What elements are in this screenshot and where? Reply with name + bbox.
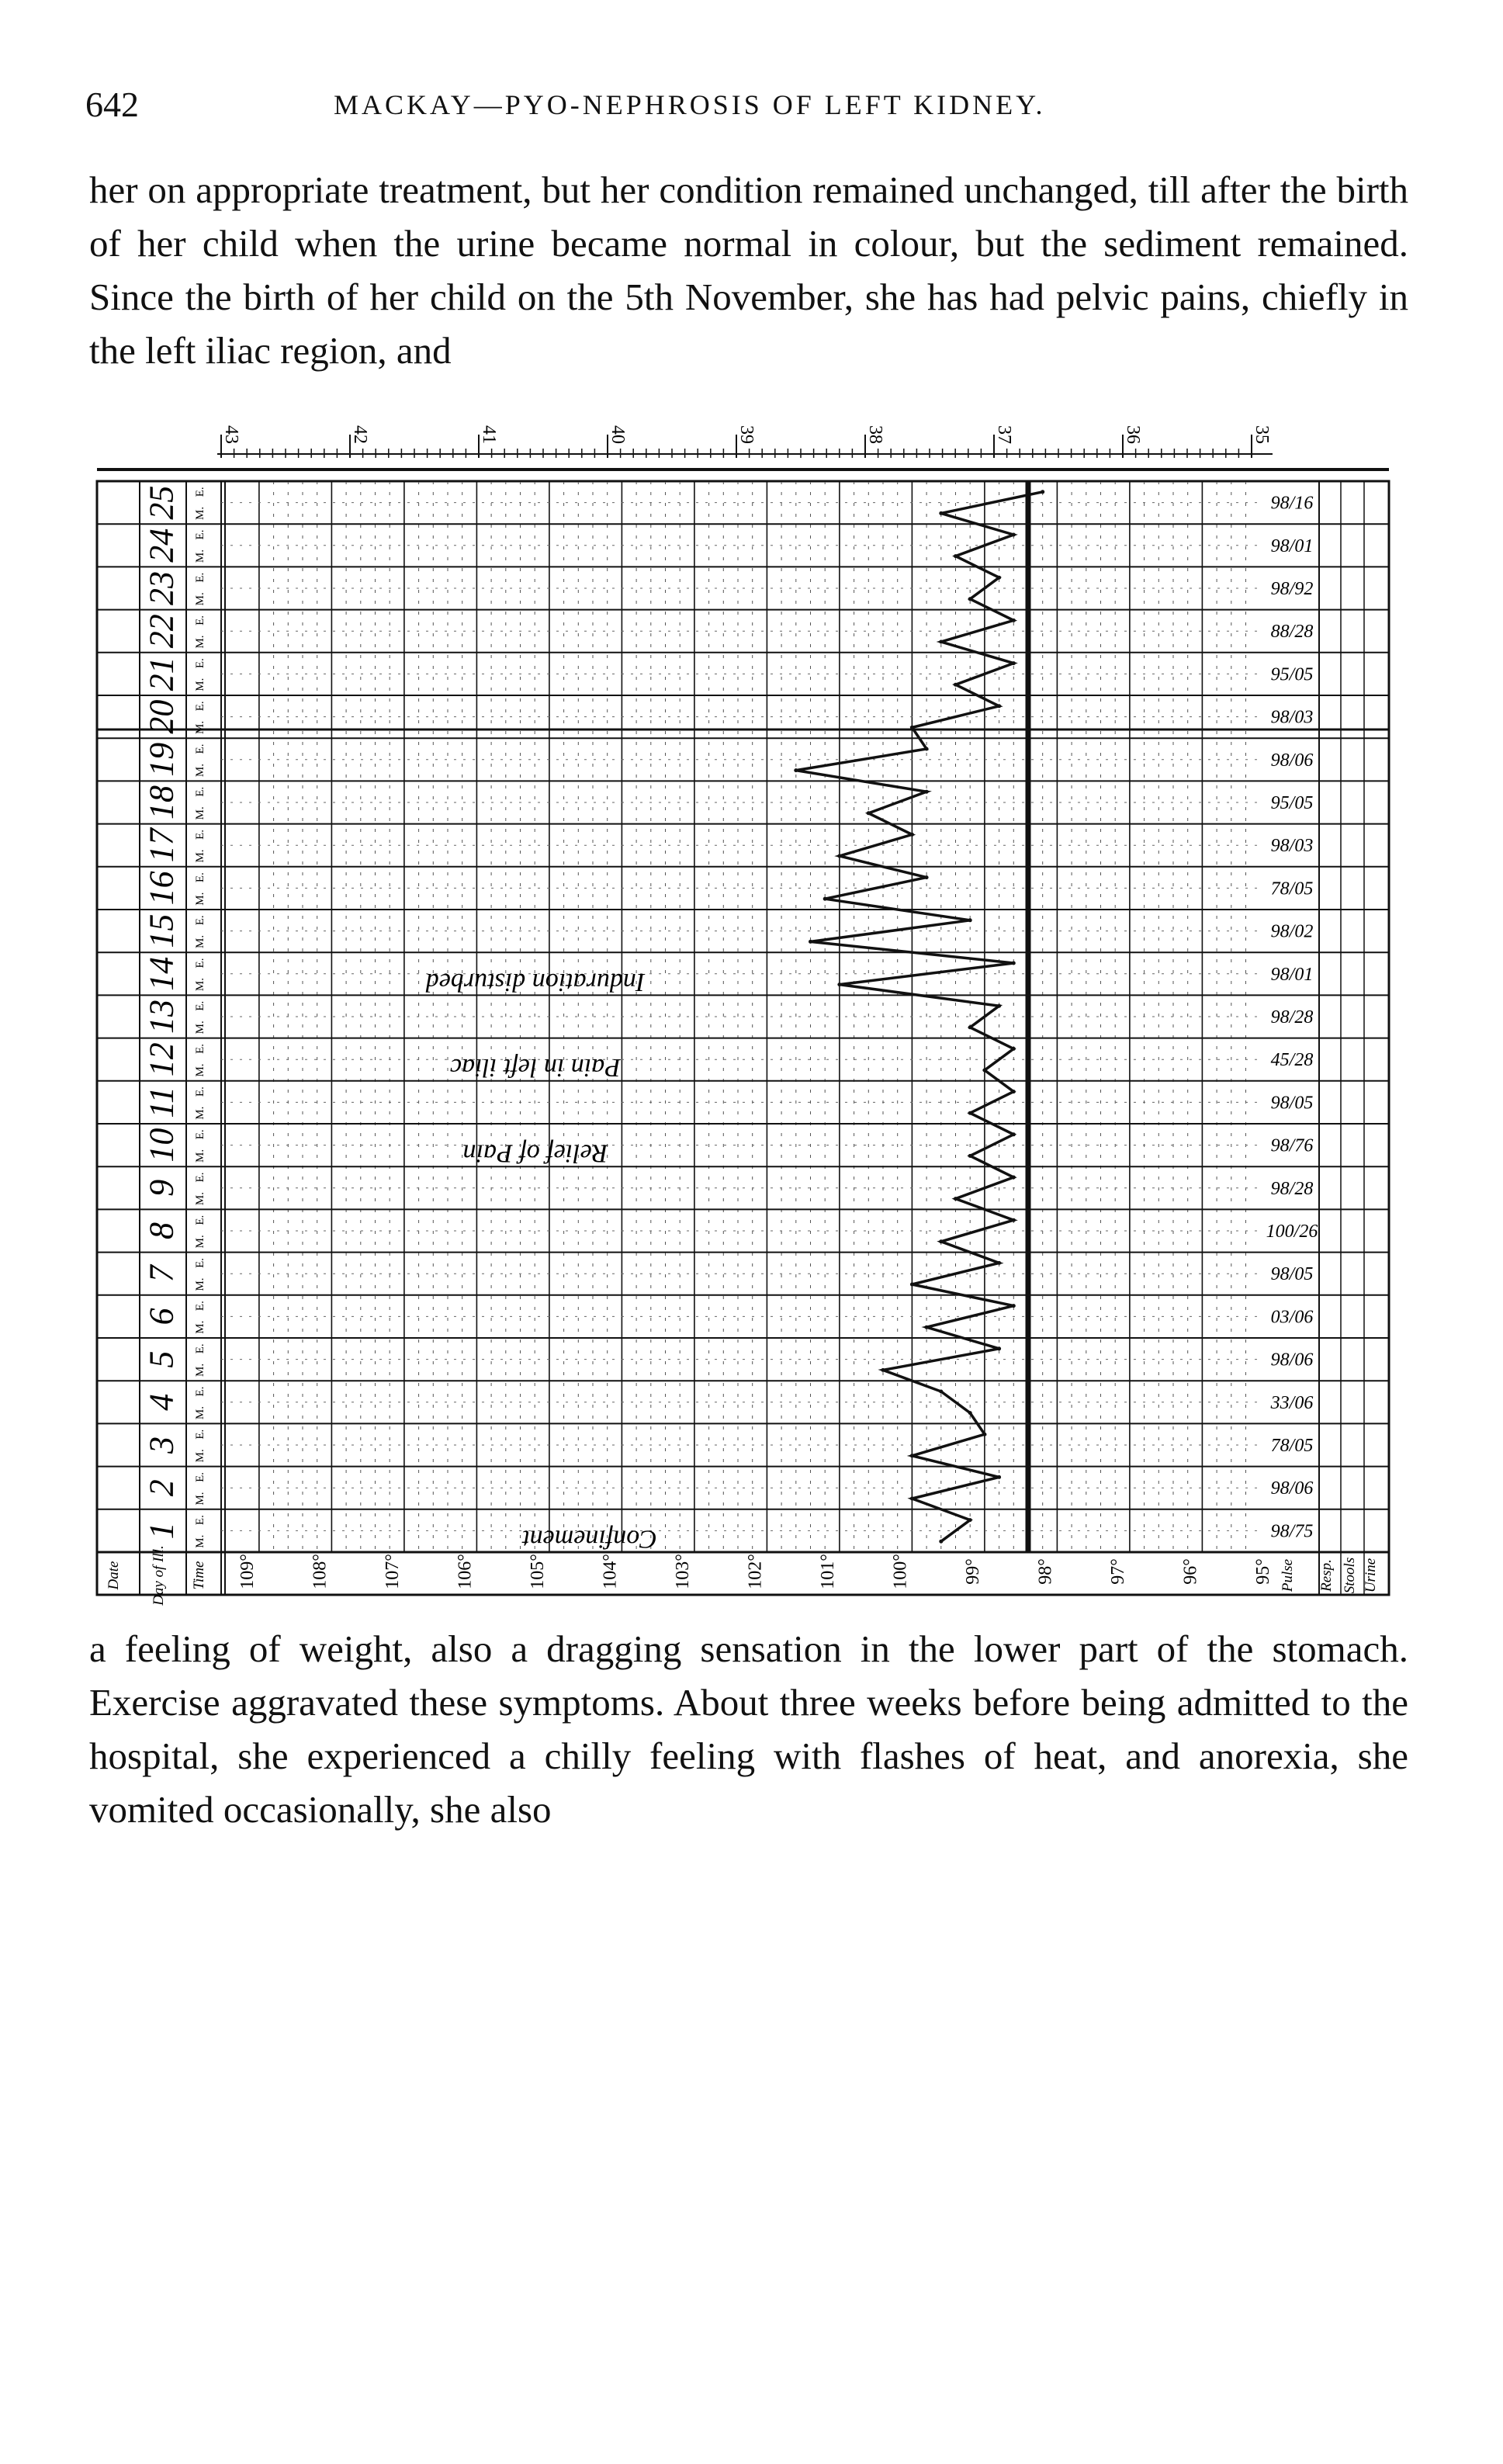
- day-number: 8: [142, 1222, 181, 1239]
- time-label-evening: E.: [194, 1386, 206, 1397]
- fahrenheit-tick-label: 109°: [237, 1554, 258, 1589]
- pulse-resp-value: 98/02: [1270, 921, 1314, 942]
- temperature-point: [939, 1540, 943, 1544]
- day-number: 23: [142, 571, 181, 605]
- celsius-tick-label: 35: [1252, 425, 1272, 444]
- pulse-resp-value: 98/01: [1270, 964, 1314, 985]
- day-number: 24: [142, 528, 181, 563]
- day-number: 25: [142, 485, 181, 520]
- time-label-evening: E.: [194, 1086, 206, 1097]
- day-number: 13: [142, 1000, 181, 1034]
- temperature-point: [881, 1368, 885, 1372]
- time-label-evening: E.: [194, 1000, 206, 1011]
- temperature-point: [939, 640, 943, 644]
- time-label-morning: M.: [194, 1449, 206, 1463]
- time-label-evening: E.: [194, 1129, 206, 1140]
- pulse-resp-value: 98/01: [1270, 535, 1314, 556]
- time-label-morning: M.: [194, 1149, 206, 1163]
- time-label-evening: E.: [194, 658, 206, 669]
- fahrenheit-tick-label: 101°: [817, 1554, 838, 1589]
- fahrenheit-tick-label: 104°: [600, 1554, 621, 1589]
- temperature-point: [968, 1025, 972, 1029]
- pulse-resp-value: 98/76: [1270, 1135, 1314, 1156]
- time-label-evening: E.: [194, 958, 206, 969]
- temperature-point: [910, 726, 914, 729]
- celsius-tick-label: 37: [994, 425, 1014, 444]
- row-label: Stools: [1342, 1557, 1358, 1594]
- pulse-resp-value: 98/16: [1270, 493, 1314, 514]
- fahrenheit-tick-label: 99°: [962, 1558, 983, 1585]
- time-label-morning: M.: [194, 635, 206, 649]
- time-label-evening: E.: [194, 1257, 206, 1268]
- temperature-point: [954, 1197, 958, 1201]
- handwritten-annotation: Induration disturbed: [425, 967, 646, 996]
- celsius-tick-label: 36: [1123, 425, 1143, 444]
- fahrenheit-tick-label: 102°: [745, 1554, 766, 1589]
- row-label: Day of Ill.: [151, 1545, 167, 1606]
- temperature-point: [910, 833, 914, 837]
- temperature-point: [997, 1261, 1001, 1265]
- time-label-morning: M.: [194, 1277, 206, 1291]
- pulse-resp-value: 98/75: [1270, 1521, 1314, 1542]
- pulse-resp-value: 98/92: [1270, 579, 1314, 599]
- day-number: 3: [142, 1436, 181, 1454]
- time-label-morning: M.: [194, 892, 206, 906]
- temperature-point: [1012, 1304, 1016, 1308]
- pulse-resp-value: 78/05: [1270, 1436, 1314, 1456]
- time-label-evening: E.: [194, 1343, 206, 1354]
- temperature-point: [837, 854, 841, 858]
- temperature-point: [954, 683, 958, 687]
- temperature-point: [968, 1518, 972, 1522]
- temperature-point: [997, 704, 1001, 708]
- temperature-point: [1012, 1047, 1016, 1051]
- temperature-point: [997, 1346, 1001, 1350]
- temperature-point: [1012, 619, 1016, 622]
- fahrenheit-tick-label: 105°: [527, 1554, 548, 1589]
- day-number: 19: [142, 742, 181, 777]
- day-number: 6: [142, 1308, 181, 1326]
- temperature-point: [925, 1326, 929, 1329]
- temperature-point: [910, 1283, 914, 1287]
- temperature-point: [968, 918, 972, 922]
- paragraph-top: her on appropriate treatment, but her condition remained unchanged, till after the birth of her child when the urine became normal in colour, but the sediment remained. Since the birth of her child on the 5th November, she has had pelvic pains, chiefly in the left iliac region, and: [89, 168, 1408, 372]
- day-number: 12: [142, 1042, 181, 1077]
- fahrenheit-tick-label: 106°: [455, 1554, 476, 1589]
- time-label-morning: M.: [194, 1363, 206, 1377]
- celsius-tick-label: 40: [608, 425, 628, 444]
- fahrenheit-tick-label: 97°: [1107, 1558, 1128, 1585]
- time-label-evening: E.: [194, 915, 206, 926]
- time-label-morning: M.: [194, 678, 206, 691]
- fahrenheit-tick-label: 95°: [1252, 1558, 1273, 1585]
- celsius-tick-label: 41: [479, 425, 499, 444]
- day-number: 10: [142, 1128, 181, 1163]
- temperature-point: [939, 511, 943, 515]
- temperature-point: [925, 875, 929, 879]
- time-label-evening: E.: [194, 786, 206, 797]
- row-label: Resp.: [1318, 1559, 1335, 1592]
- row-label: Pulse: [1280, 1558, 1296, 1592]
- temperature-point: [997, 576, 1001, 580]
- time-label-morning: M.: [194, 764, 206, 778]
- time-label-morning: M.: [194, 1235, 206, 1249]
- day-number: 20: [142, 699, 181, 734]
- pulse-resp-value: 45/28: [1270, 1050, 1314, 1071]
- day-number: 14: [142, 956, 181, 991]
- time-label-morning: M.: [194, 934, 206, 948]
- celsius-tick-label: 42: [350, 425, 370, 444]
- time-label-morning: M.: [194, 1406, 206, 1420]
- temperature-point: [1012, 962, 1016, 965]
- pulse-resp-value: 98/05: [1270, 1264, 1314, 1285]
- temperature-point: [809, 940, 812, 944]
- time-label-evening: E.: [194, 487, 206, 497]
- temperature-point: [925, 790, 929, 794]
- time-label-morning: M.: [194, 549, 206, 563]
- day-number: 4: [142, 1393, 181, 1411]
- time-label-evening: E.: [194, 1471, 206, 1482]
- handwritten-annotation: Confinement: [522, 1524, 657, 1554]
- fahrenheit-tick-label: 107°: [382, 1554, 403, 1589]
- time-label-morning: M.: [194, 592, 206, 606]
- temperature-point: [968, 1154, 972, 1158]
- temperature-point: [968, 1411, 972, 1415]
- temperature-point: [867, 811, 871, 815]
- pulse-resp-value: 98/28: [1270, 1007, 1314, 1028]
- temperature-point: [1012, 661, 1016, 665]
- row-label: Date: [106, 1561, 122, 1590]
- time-label-evening: E.: [194, 829, 206, 840]
- day-number: 16: [142, 871, 181, 906]
- temperature-point: [1012, 533, 1016, 537]
- time-label-evening: E.: [194, 743, 206, 754]
- time-label-morning: M.: [194, 1492, 206, 1506]
- page-number: 642: [85, 85, 139, 124]
- pulse-resp-value: 98/06: [1270, 1478, 1314, 1499]
- time-label-morning: M.: [194, 806, 206, 820]
- day-number: 9: [142, 1179, 181, 1197]
- pulse-resp-value: 100/26: [1266, 1222, 1318, 1242]
- temperature-point: [1041, 490, 1044, 494]
- pulse-resp-value: 88/28: [1270, 622, 1314, 643]
- temperature-trace: [796, 492, 1043, 1541]
- temperature-point: [1012, 1090, 1016, 1093]
- celsius-tick-label: 39: [736, 425, 757, 444]
- pulse-resp-value: 98/06: [1270, 750, 1314, 771]
- time-label-morning: M.: [194, 978, 206, 992]
- handwritten-annotation: Pain in left iliac: [449, 1053, 622, 1083]
- time-label-morning: M.: [194, 506, 206, 520]
- time-label-evening: E.: [194, 615, 206, 626]
- pulse-resp-value: 95/05: [1270, 793, 1314, 813]
- time-label-evening: E.: [194, 1429, 206, 1440]
- time-label-morning: M.: [194, 1320, 206, 1334]
- fahrenheit-tick-label: 100°: [890, 1554, 911, 1589]
- time-label-evening: E.: [194, 572, 206, 583]
- temperature-point: [910, 1454, 914, 1457]
- time-label-evening: E.: [194, 1172, 206, 1183]
- day-number: 17: [142, 828, 181, 863]
- temperature-point: [997, 1004, 1001, 1008]
- pulse-resp-value: 03/06: [1270, 1307, 1314, 1328]
- time-label-evening: E.: [194, 529, 206, 540]
- pulse-resp-value: 98/06: [1270, 1350, 1314, 1371]
- time-label-morning: M.: [194, 1192, 206, 1206]
- temperature-point: [910, 1497, 914, 1501]
- day-number: 11: [142, 1086, 181, 1118]
- row-label: Time: [191, 1561, 207, 1590]
- time-label-morning: M.: [194, 1063, 206, 1077]
- fahrenheit-tick-label: 98°: [1035, 1558, 1056, 1585]
- fahrenheit-tick-label: 96°: [1180, 1558, 1201, 1585]
- temperature-point: [982, 1433, 986, 1436]
- temperature-point: [968, 597, 972, 601]
- time-label-morning: M.: [194, 1534, 206, 1548]
- celsius-tick-label: 38: [865, 425, 885, 444]
- pulse-resp-value: 98/05: [1270, 1093, 1314, 1114]
- temperature-point: [939, 1239, 943, 1243]
- day-number: 2: [142, 1479, 181, 1497]
- celsius-tick-label: 43: [221, 425, 241, 444]
- pulse-resp-value: 98/28: [1270, 1178, 1314, 1199]
- temperature-point: [794, 768, 798, 772]
- pulse-resp-value: 95/05: [1270, 664, 1314, 685]
- pulse-resp-value: 98/03: [1270, 836, 1314, 857]
- time-label-evening: E.: [194, 872, 206, 883]
- time-label-evening: E.: [194, 1515, 206, 1526]
- day-number: 7: [142, 1265, 181, 1283]
- pulse-resp-value: 33/06: [1270, 1392, 1314, 1413]
- fahrenheit-tick-label: 103°: [672, 1554, 693, 1589]
- row-label: Urine: [1363, 1558, 1379, 1593]
- time-label-evening: E.: [194, 1043, 206, 1054]
- day-number: 21: [142, 657, 181, 691]
- time-label-morning: M.: [194, 720, 206, 734]
- temperature-point: [823, 897, 827, 901]
- pulse-resp-value: 78/05: [1270, 879, 1314, 899]
- temperature-point: [939, 1390, 943, 1394]
- temperature-point: [837, 982, 841, 986]
- time-label-morning: M.: [194, 849, 206, 863]
- time-label-morning: M.: [194, 1106, 206, 1120]
- paragraph-bottom: a feeling of weight, also a dragging sensation in the lower part of the stomach. Exercise aggravated these symptoms. About three weeks before being admitted to the hospital, she experienced a chilly feeling with flashes of heat, and anorexia, she vomited occasionally, she also: [89, 1627, 1408, 1831]
- pulse-resp-value: 98/03: [1270, 707, 1314, 728]
- temperature-point: [954, 554, 958, 558]
- day-number: 15: [142, 913, 181, 948]
- time-label-morning: M.: [194, 1021, 206, 1034]
- time-label-evening: E.: [194, 1215, 206, 1225]
- time-label-evening: E.: [194, 1301, 206, 1312]
- temperature-point: [968, 1111, 972, 1115]
- day-number: 18: [142, 785, 181, 820]
- temperature-point: [925, 747, 929, 751]
- handwritten-annotation: Relief of Pain: [462, 1138, 608, 1168]
- running-title: MACKAY—PYO-NEPHROSIS OF LEFT KIDNEY.: [334, 89, 1046, 120]
- day-number: 22: [142, 614, 181, 649]
- day-number: 5: [142, 1350, 181, 1368]
- time-label-evening: E.: [194, 701, 206, 712]
- temperature-point: [1012, 1218, 1016, 1222]
- temperature-point: [1012, 1132, 1016, 1136]
- temperature-point: [982, 1069, 986, 1073]
- day-number: 1: [142, 1522, 181, 1540]
- temperature-point: [1012, 1176, 1016, 1180]
- fahrenheit-tick-label: 108°: [310, 1554, 331, 1589]
- temperature-point: [997, 1475, 1001, 1479]
